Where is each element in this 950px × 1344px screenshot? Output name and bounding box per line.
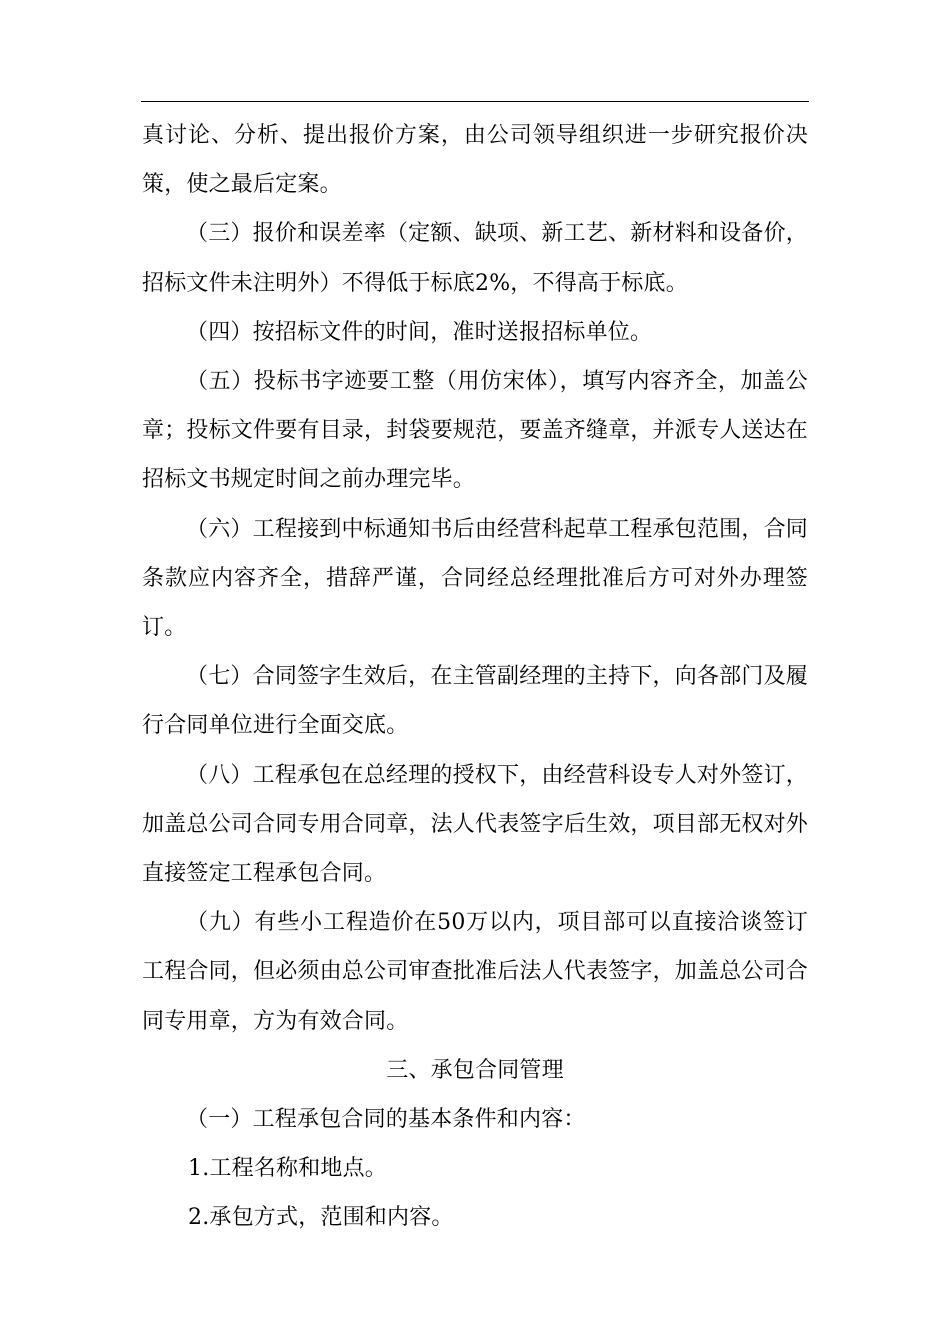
paragraph-item-3: （三）报价和误差率（定额、缺项、新工艺、新材料和设备价，招标文件未注明外）不得低于标底2%，不得高于标底。 [142,221,808,296]
list-item: 2.承包方式，范围和内容。 [188,1205,454,1231]
paragraph-item-9: （九）有些小工程造价在50万以内，项目部可以直接洽谈签订工程合同，但必须由总公司审查批准后法人代表签字，加盖总公司合同专用章，方为有效合同。 [142,910,809,1034]
paragraph-continuation: 真讨论、分析、提出报价方案，由公司领导组织进一步研究报价决策，使之最后定案。 [142,123,808,198]
section-heading: 三、承包合同管理 [386,1057,564,1083]
paragraph-item-8: （八）工程承包在总经理的授权下，由经营科设专人对外签订，加盖总公司合同专用合同章，法人代表签字后生效，项目部无权对外直接签定工程承包合同。 [142,762,809,887]
document-body [142,111,808,1243]
paragraph-item-6: （六）工程接到中标通知书后由经营科起草工程承包范围，合同条款应内容齐全，措辞严谨，合同经总经理批准后方可对外办理签订。 [142,516,808,641]
subsection-heading: （一）工程承包合同的基本条件和内容： [186,1107,586,1133]
list-item: 1.工程名称和地点。 [188,1156,387,1182]
paragraph-item-7: （七）合同签字生效后，在主管副经理的主持下，向各部门及履行合同单位进行全面交底。 [142,664,808,739]
paragraph-item-4: （四）按招标文件的时间，准时送报招标单位。 [186,319,653,345]
header-rule [141,101,809,102]
paragraph-item-5: （五）投标书字迹要工整（用仿宋体），填写内容齐全，加盖公章；投标文件要有目录，封袋要规范，要盖齐缝章，并派专人送达在招标文书规定时间之前办理完毕。 [142,369,809,493]
